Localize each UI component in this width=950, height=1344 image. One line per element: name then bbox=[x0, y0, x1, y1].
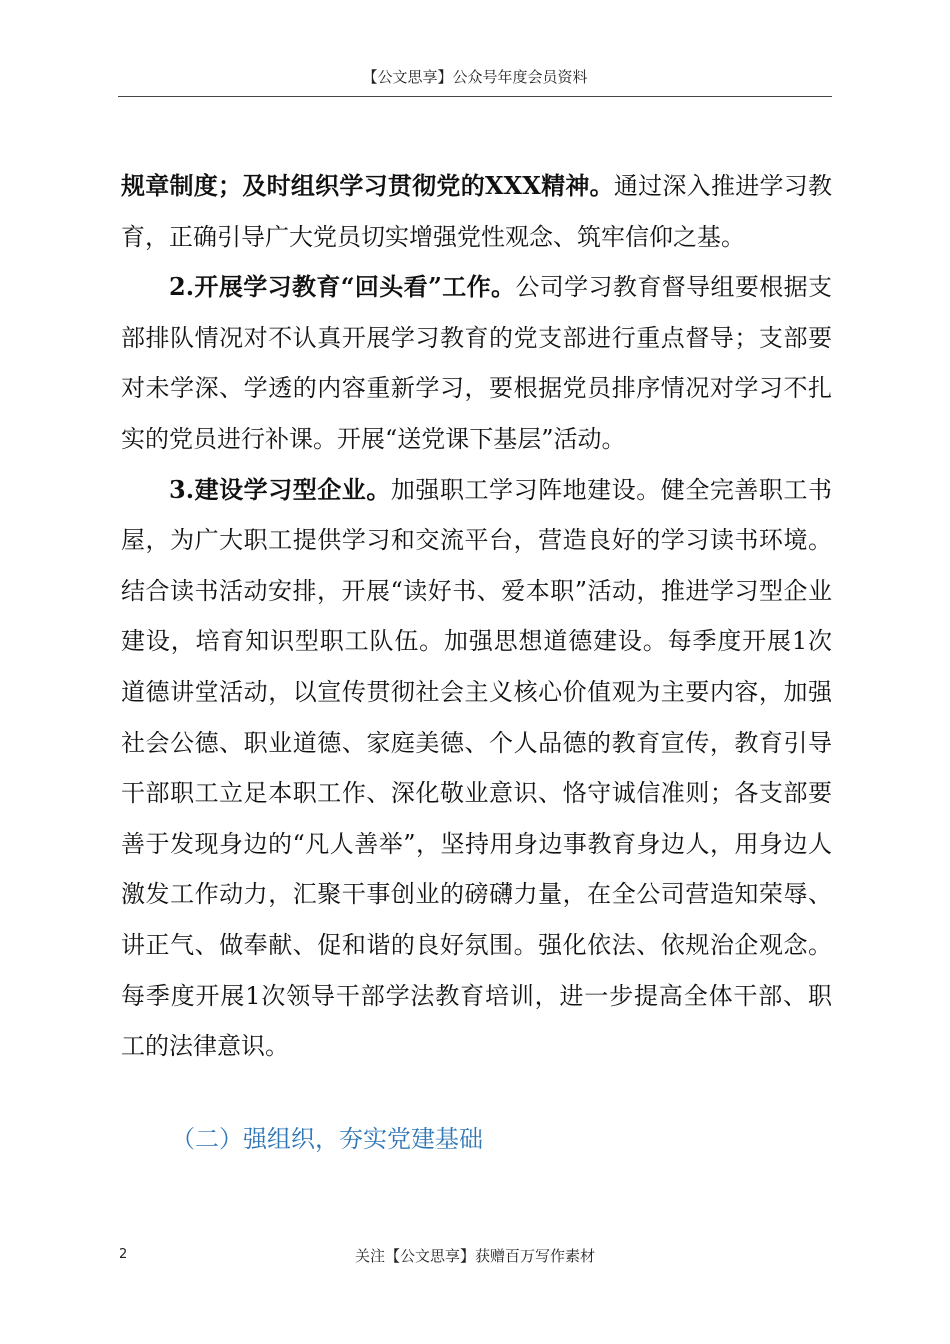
paragraph-2-bold: 2.开展学习教育“回头看”工作。 bbox=[169, 272, 516, 302]
paragraph-3 bbox=[121, 465, 832, 1072]
paragraph-3-bold: 3.建设学习型企业。 bbox=[169, 474, 391, 504]
paragraph-2 bbox=[121, 262, 832, 464]
paragraph-2-text: 公司学习教育督导组要根据支部排队情况对不认真开展学习教育的党支部进行重点督导；支部要对未学深、学透的内容重新学习，要根据党员排序情况对学习不扎实的党员进行补课。开展“送党课下基层”活动。 bbox=[121, 273, 832, 453]
paragraph-1 bbox=[121, 161, 832, 262]
paragraph-1-text: 通过深入推进学习教育，正确引导广大党员切实增强党性观念、筑牢信仰之基。 bbox=[121, 172, 833, 251]
paragraph-1-bold: 规章制度；及时组织学习贯彻党的XXX精神。 bbox=[121, 171, 614, 200]
section-heading: （二）强组织，夯实党建基础 bbox=[171, 1125, 483, 1153]
page-number: 2 bbox=[119, 1247, 128, 1262]
document-body bbox=[121, 161, 832, 1072]
page-header: 【公文思享】公众号年度会员资料 bbox=[362, 68, 588, 86]
header-divider bbox=[118, 96, 832, 97]
page-footer: 关注【公文思享】获赠百万写作素材 bbox=[354, 1247, 595, 1265]
paragraph-3-text: 加强职工学习阵地建设。健全完善职工书屋，为广大职工提供学习和交流平台，营造良好的学习读书环境。结合读书活动安排，开展“读好书、爱本职”活动，推进学习型企业建设，培育知识型职工队伍。加强思想道德建设。每季度开展1次道德讲堂活动，以宣传贯彻社会主义核心价值观为主要内容，加强社会公德、职业道德、家庭美德、个人品德的教育宣传，教育引导干部职工立足本职工作、深化敬业意识、恪守诚信准则；各支部要善于发现身边的“凡人善举”，坚持用身边事教育身边人，用身边人激发工作动力，汇聚干事创业的磅礴力量，在全公司营造知荣辱、讲正气、做奉献、促和谐的良好氛围。强化依法、依规治企观念。每季度开展1次领导干部学法教育培训，进一步提高全体干部、职工的法律意识。 bbox=[121, 475, 833, 1061]
